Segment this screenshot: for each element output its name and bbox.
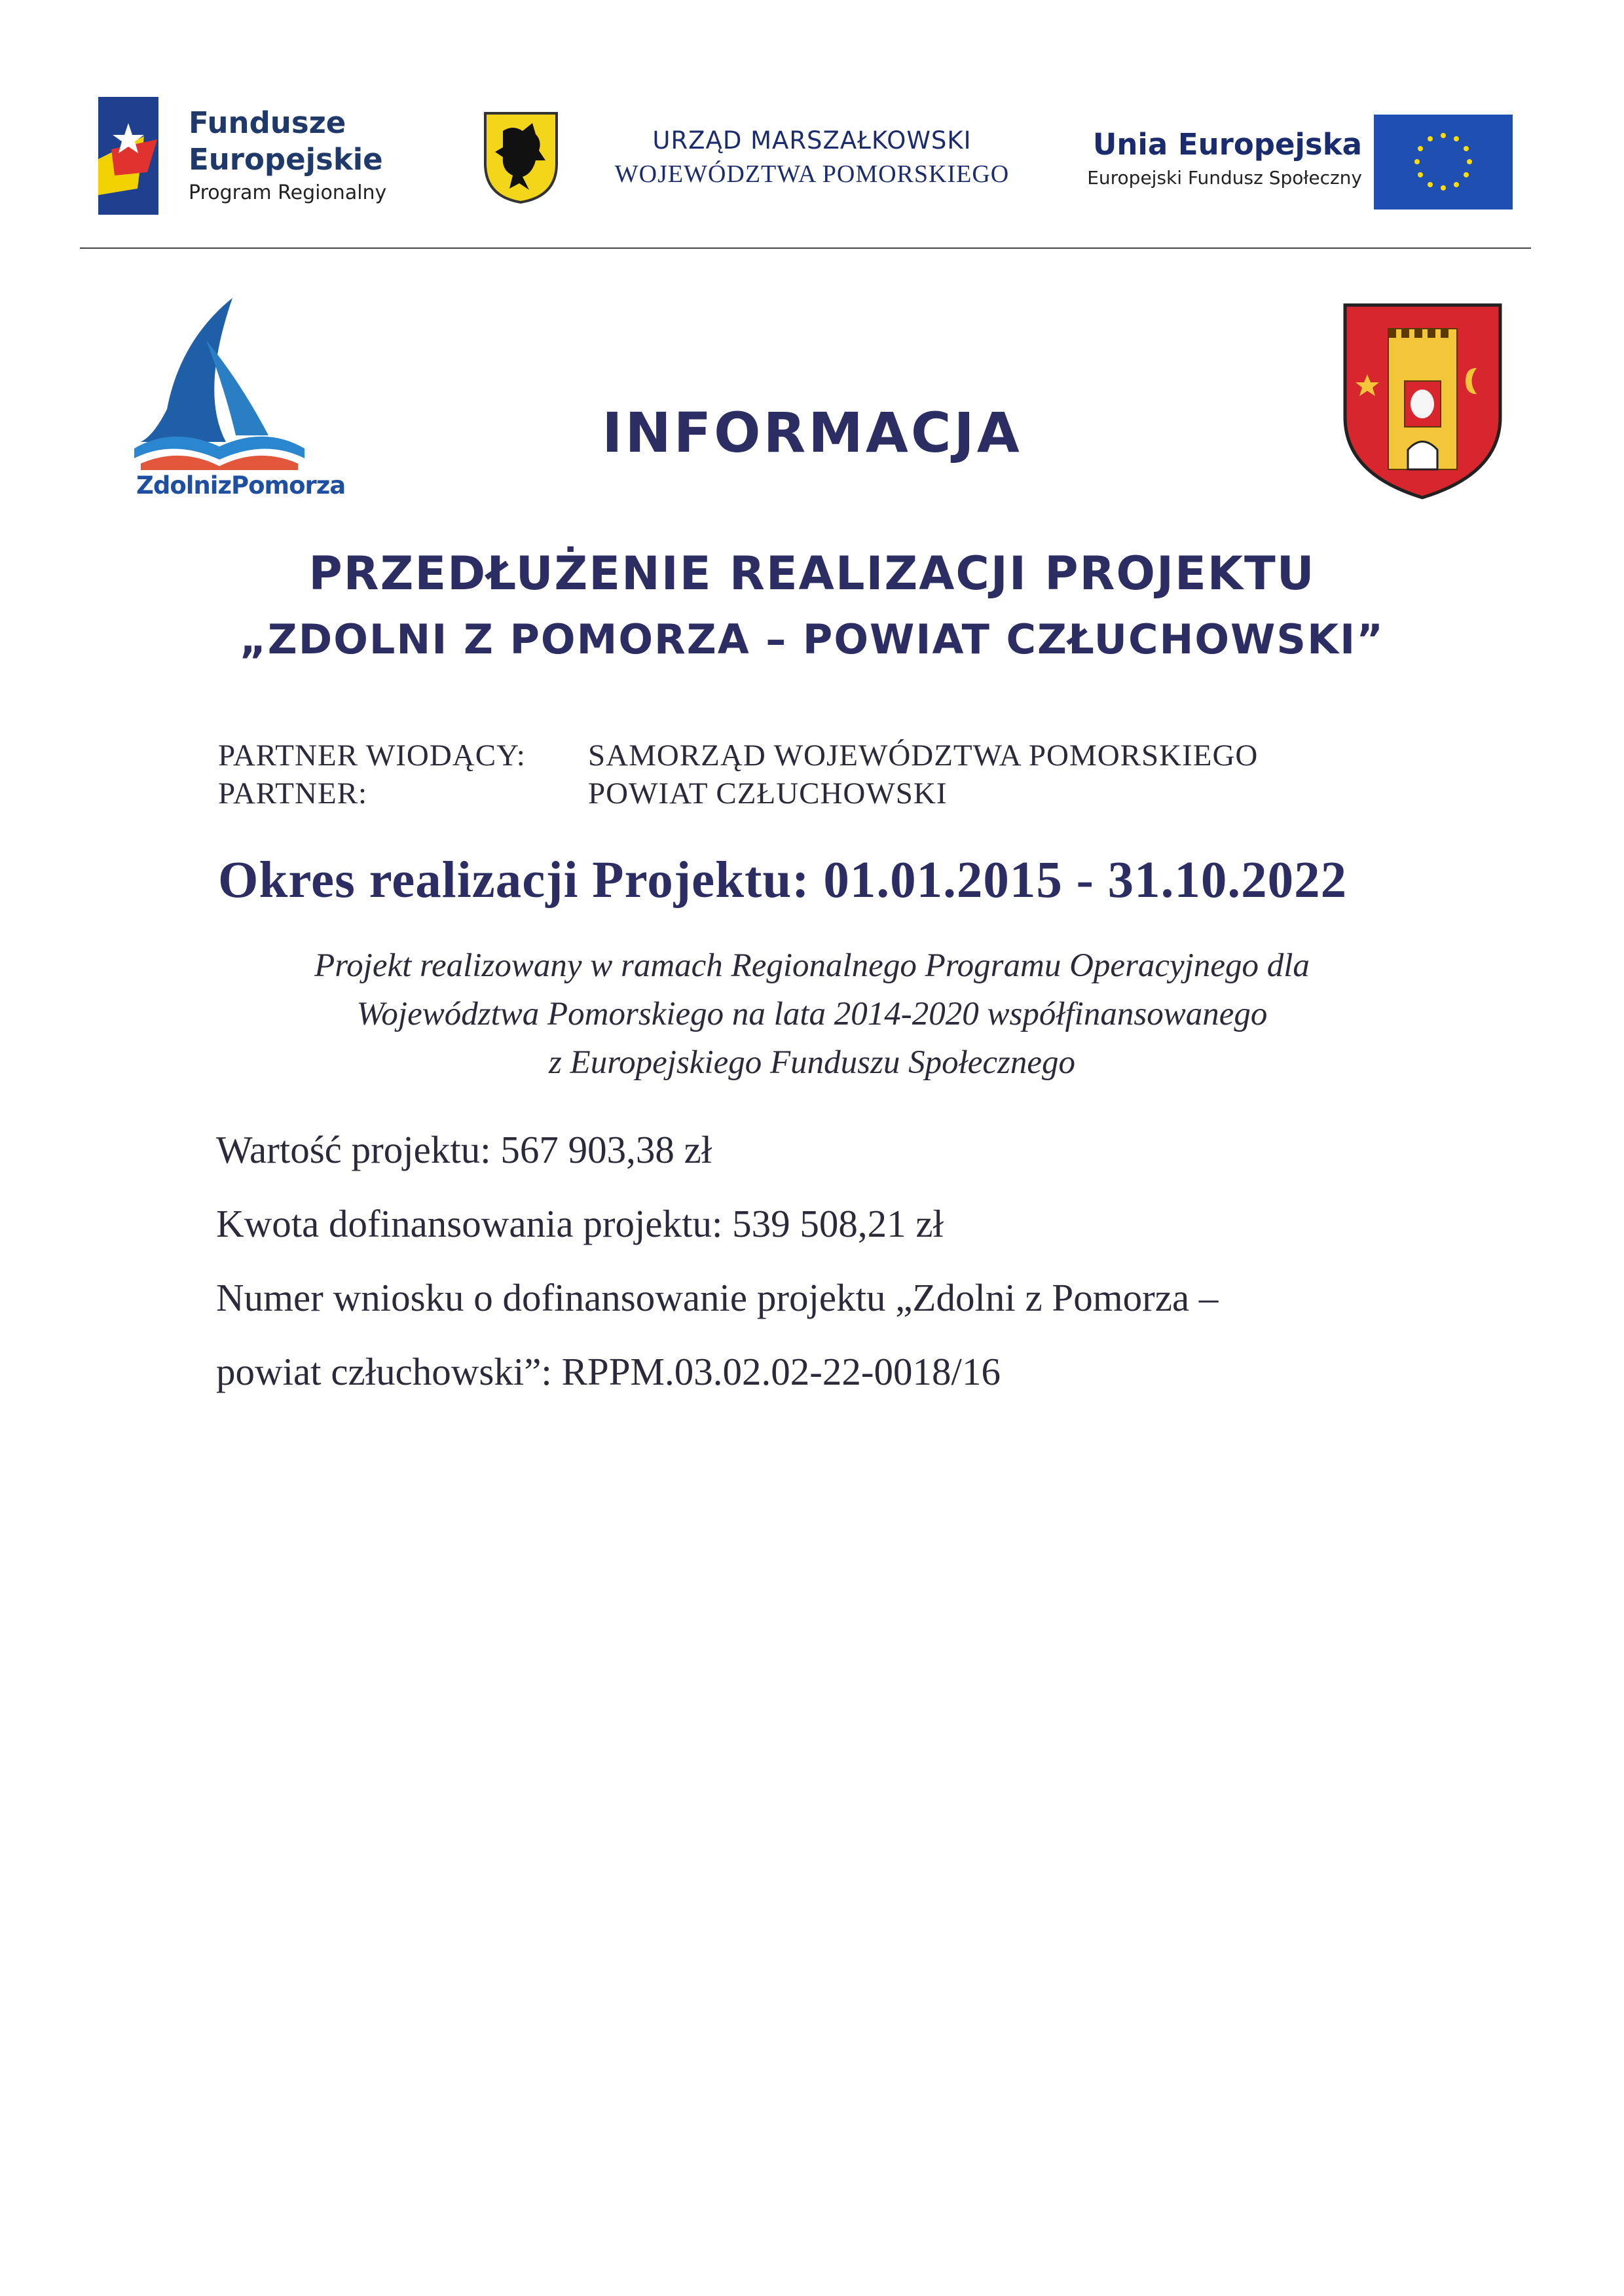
application-number-line2: powiat człuchowski”: RPPM.03.02.02-22-0018/16 <box>216 1350 1001 1393</box>
header-divider <box>80 247 1531 249</box>
urzad-line2: WOJEWÓDZTWA POMORSKIEGO <box>614 160 1010 188</box>
subtitle-line1: PRZEDŁUŻENIE REALIZACJI PROJEKTU <box>308 547 1316 600</box>
zdolni-logo-caption: ZdolnizPomorza <box>136 471 346 500</box>
fundusze-europejskie-text <box>189 105 386 208</box>
pomorskie-crest <box>483 111 559 204</box>
subtitle-line2: „ZDOLNI Z POMORZA – POWIAT CZŁUCHOWSKI” <box>240 615 1384 663</box>
unia-europejska-text <box>1022 126 1362 192</box>
unia-line2: Europejski Fundusz Społeczny <box>1087 167 1362 189</box>
fundusze-line3: Program Regionalny <box>189 181 387 204</box>
fundusze-europejskie-logo <box>98 97 164 215</box>
urzad-marszalkowski-text <box>563 124 1061 191</box>
partner-lead-value: SAMORZĄD WOJEWÓDZTWA POMORSKIEGO <box>588 738 1259 773</box>
urzad-line1: URZĄD MARSZAŁKOWSKI <box>652 126 972 155</box>
partner-row <box>218 774 1258 812</box>
partners-block <box>218 737 1258 812</box>
partner-value: POWIAT CZŁUCHOWSKI <box>588 776 948 811</box>
project-value: Wartość projektu: 567 903,38 zł <box>216 1128 712 1171</box>
fundusze-line2: Europejskie <box>189 142 383 177</box>
fundusze-line1: Fundusze <box>189 105 346 140</box>
partner-lead-label: PARTNER WIODĄCY: <box>218 738 526 773</box>
eu-flag-icon <box>1374 115 1513 210</box>
funding-amount: Kwota dofinansowania projektu: 539 508,21 zł <box>216 1202 944 1245</box>
project-values <box>216 1113 1218 1409</box>
description-line1: Projekt realizowany w ramach Regionalnego Programu Operacyjnego dla <box>314 947 1310 984</box>
page-title: INFORMACJA <box>602 401 1022 465</box>
partner-row-lead <box>218 737 1258 774</box>
project-description <box>0 941 1624 1087</box>
application-number-line1: Numer wniosku o dofinansowanie projektu „Zdolni z Pomorza – <box>216 1276 1219 1319</box>
unia-line1: Unia Europejska <box>1092 127 1362 162</box>
project-period: Okres realizacji Projektu: 01.01.2015 - 31.10.2022 <box>218 852 1348 909</box>
partner-label: PARTNER: <box>218 776 368 811</box>
description-line2: Województwa Pomorskiego na lata 2014-2020 współfinansowanego <box>356 996 1268 1032</box>
description-line3: z Europejskiego Funduszu Społecznego <box>548 1044 1076 1081</box>
